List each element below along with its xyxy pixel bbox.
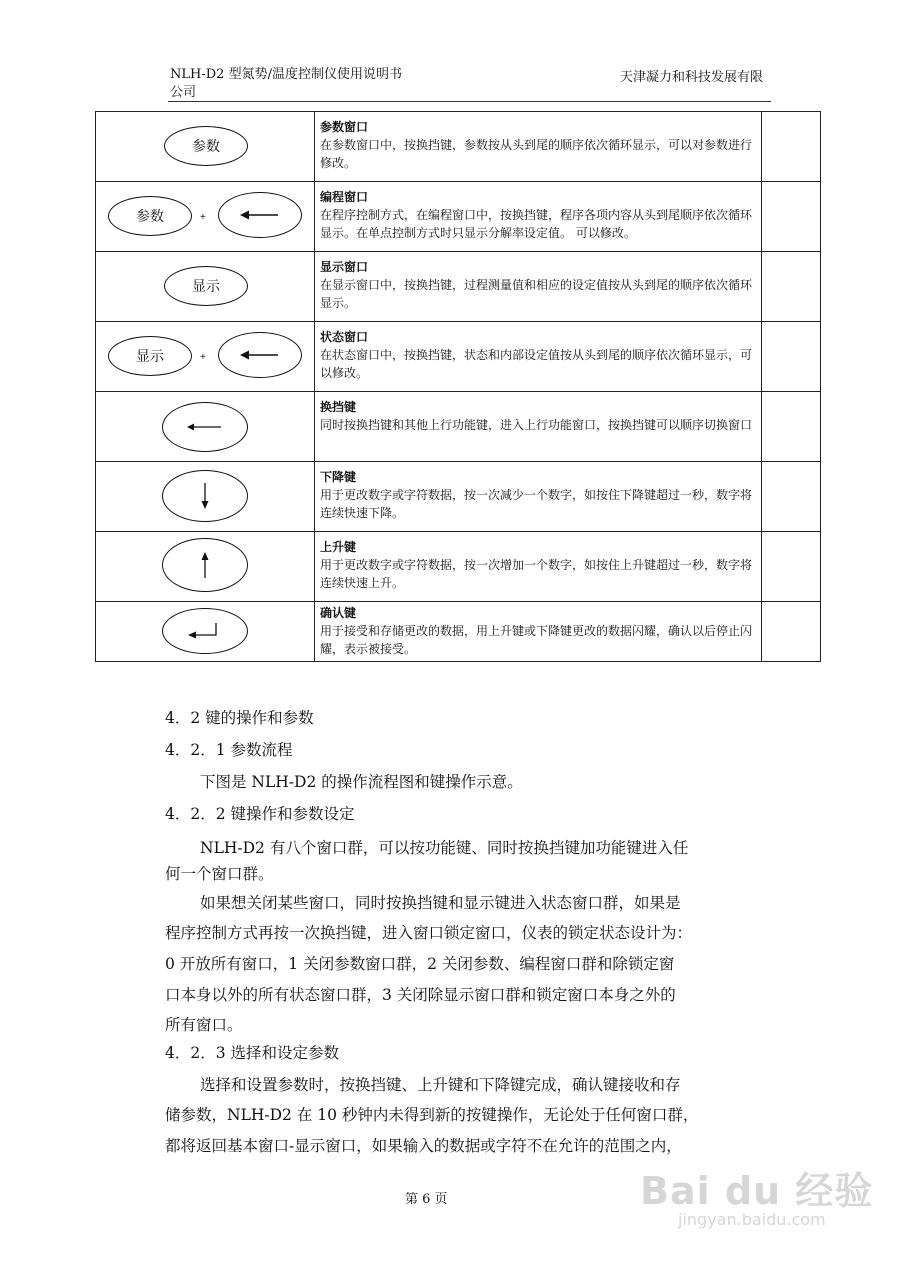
key-cell <box>96 392 315 462</box>
table-row <box>96 532 821 602</box>
up-arrow-icon <box>199 552 211 578</box>
paragraph-line: 都将返回基本窗口-显示窗口，如果输入的数据或字符不在允许的范围之内， <box>165 1137 682 1155</box>
desc-cell <box>315 182 762 252</box>
display-key: 显示 <box>164 266 248 306</box>
empty-cell <box>762 532 821 602</box>
down-key <box>162 470 248 522</box>
empty-cell <box>762 602 821 662</box>
enter-key <box>162 608 248 654</box>
empty-cell <box>762 112 821 182</box>
watermark <box>640 1160 874 1229</box>
watermark-brand: Bai du 经验 <box>640 1169 874 1213</box>
desc-title: 确认键 <box>320 606 357 620</box>
desc-text: 在程序控制方式，在编程窗口中，按换挡键，程序各项内容从头到尾顺序依次循环显示。在单点控制方式时只显示分解率设定值。 可以修改。 <box>320 208 753 240</box>
watermark-url: jingyan.baidu.com <box>678 1210 826 1229</box>
plus-sign: + <box>200 212 206 223</box>
plus-sign: + <box>200 352 206 363</box>
desc-cell <box>315 252 762 322</box>
paragraph-line: NLH-D2 有八个窗口群，可以按功能键、同时按换挡键加功能键进入任 <box>200 839 689 857</box>
empty-cell <box>762 182 821 252</box>
key-cell <box>96 252 315 322</box>
up-key <box>162 538 248 592</box>
heading-4-2-2: 4．2．2 键操作和参数设定 <box>165 805 355 823</box>
desc-title: 参数窗口 <box>320 120 369 134</box>
paragraph-line: 0 开放所有窗口，1 关闭参数窗口群，2 关闭参数、编程窗口群和除锁定窗 <box>165 955 675 973</box>
table-row <box>96 602 821 662</box>
paragraph-line: 何一个窗口群。 <box>165 865 274 883</box>
table-row <box>96 182 821 252</box>
empty-cell <box>762 392 821 462</box>
heading-4-2: 4．2 键的操作和参数 <box>165 709 314 727</box>
header-company: 天津凝力和科技发展有限 <box>620 70 764 85</box>
empty-cell <box>762 462 821 532</box>
display-key: 显示 <box>108 336 192 376</box>
left-arrow-icon <box>240 349 280 361</box>
table-row <box>96 392 821 462</box>
table-row <box>96 252 821 322</box>
desc-title: 状态窗口 <box>320 330 369 344</box>
desc-cell <box>315 462 762 532</box>
desc-cell <box>315 112 762 182</box>
key-table <box>95 111 821 662</box>
table-row <box>96 112 821 182</box>
header-left <box>170 66 402 102</box>
left-arrow-icon <box>187 421 223 433</box>
shift-key <box>218 332 302 378</box>
enter-arrow-icon <box>188 622 222 640</box>
shift-key <box>218 192 302 238</box>
desc-text: 用于更改数字或字符数据，按一次减少一个数字，如按住下降键超过一秒，数字将连续快速下降。 <box>320 488 753 520</box>
table-row <box>96 462 821 532</box>
desc-text: 用于更改数字或字符数据，按一次增加一个数字，如按住上升键超过一秒，数字将连续快速上升。 <box>320 558 753 590</box>
heading-4-2-3: 4．2．3 选择和设定参数 <box>165 1044 340 1062</box>
desc-cell <box>315 532 762 602</box>
paragraph: 下图是 NLH-D2 的操作流程图和键操作示意。 <box>200 773 523 791</box>
param-key: 参数 <box>108 196 192 236</box>
paragraph-line: 程序控制方式再按一次换挡键，进入窗口锁定窗口，仪表的锁定状态设计为： <box>165 924 693 942</box>
desc-title: 编程窗口 <box>320 190 369 204</box>
desc-cell <box>315 392 762 462</box>
desc-title: 换挡键 <box>320 400 357 414</box>
desc-text: 在显示窗口中，按换挡键，过程测量值和相应的设定值按从头到尾的顺序依次循环显示。 <box>320 278 753 310</box>
header-title-cont: 公司 <box>170 85 197 100</box>
key-cell <box>96 322 315 392</box>
desc-title: 下降键 <box>320 470 357 484</box>
desc-cell <box>315 602 762 662</box>
paragraph-line: 储参数，NLH-D2 在 10 秒钟内未得到新的按键操作，无论处于任何窗口群， <box>165 1106 699 1124</box>
left-arrow-icon <box>240 209 280 221</box>
desc-text: 在参数窗口中，按换挡键，参数按从头到尾的顺序依次循环显示，可以对参数进行修改。 <box>320 138 753 170</box>
key-cell <box>96 602 315 662</box>
header-title: NLH-D2 型氮势/温度控制仪使用说明书 <box>170 67 402 82</box>
paragraph-line: 选择和设置参数时，按换挡键、上升键和下降键完成，确认键接收和存 <box>200 1076 681 1094</box>
heading-4-2-1: 4．2．1 参数流程 <box>165 741 293 759</box>
paragraph-line: 口本身以外的所有状态窗口群，3 关闭除显示窗口群和锁定窗口本身之外的 <box>165 986 676 1004</box>
desc-text: 用于接受和存储更改的数据，用上升键或下降键更改的数据闪耀，确认以后停止闪耀，表示被接受。 <box>320 624 753 656</box>
key-cell <box>96 112 315 182</box>
key-cell <box>96 532 315 602</box>
empty-cell <box>762 252 821 322</box>
paragraph-line: 如果想关闭某些窗口，同时按换挡键和显示键进入状态窗口群，如果是 <box>200 894 681 912</box>
desc-text: 同时按换挡键和其他上行功能键，进入上行功能窗口，按换挡键可以顺序切换窗口 <box>320 418 753 432</box>
param-key: 参数 <box>164 126 248 166</box>
down-arrow-icon <box>199 483 211 509</box>
desc-title: 上升键 <box>320 540 357 554</box>
header-rule <box>168 101 771 102</box>
shift-key <box>162 402 248 452</box>
page-number: 第 6 页 <box>405 1192 448 1207</box>
paragraph-line: 所有窗口。 <box>165 1016 243 1034</box>
desc-cell <box>315 322 762 392</box>
desc-text: 在状态窗口中，按换挡键，状态和内部设定值按从头到尾的顺序依次循环显示，可以修改。 <box>320 348 753 380</box>
empty-cell <box>762 322 821 392</box>
key-cell <box>96 462 315 532</box>
table-row <box>96 322 821 392</box>
desc-title: 显示窗口 <box>320 260 369 274</box>
key-cell <box>96 182 315 252</box>
